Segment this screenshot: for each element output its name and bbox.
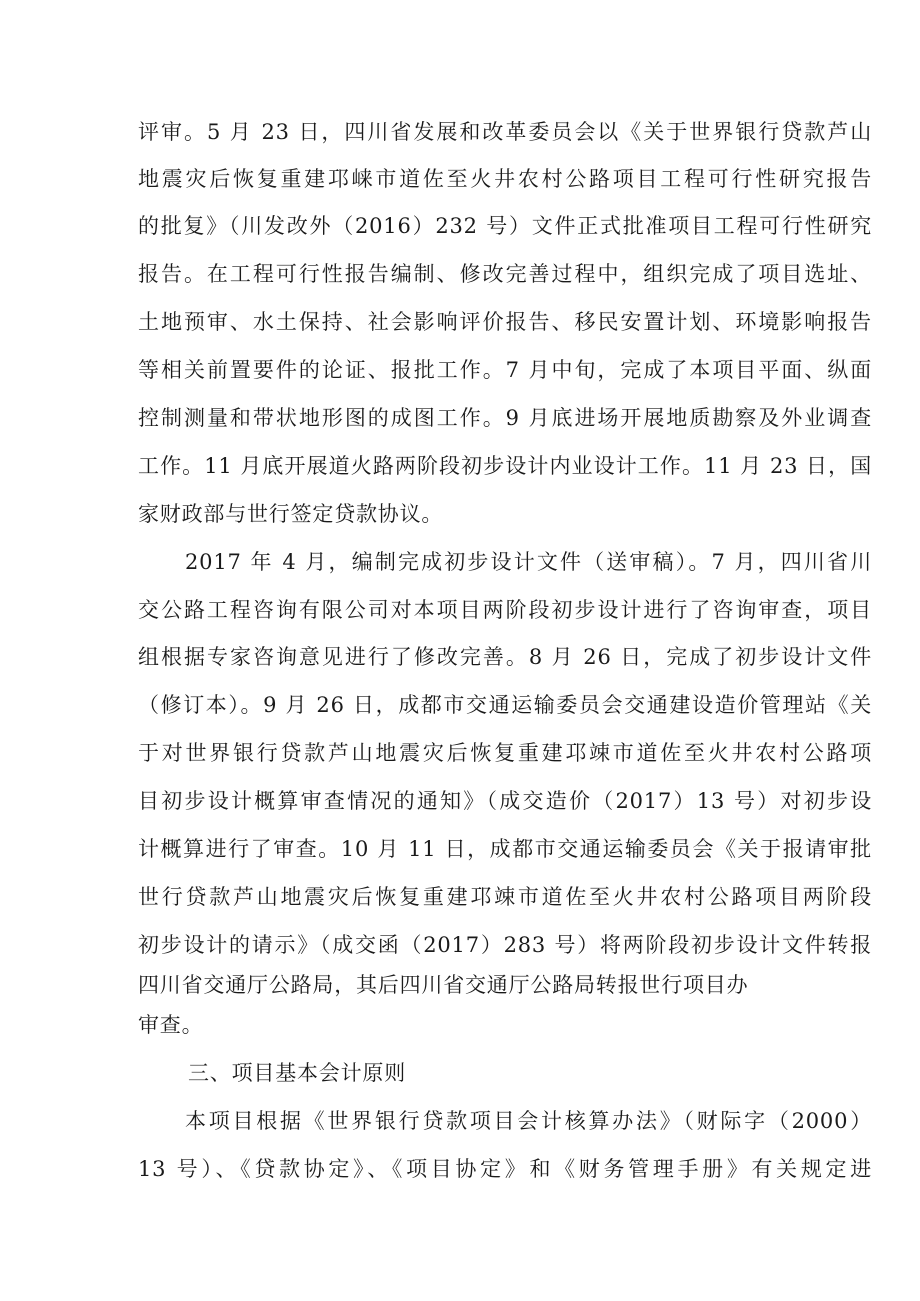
text-line: 家财政部与世行签定贷款协议。 (138, 502, 444, 526)
text-line: 地震灾后恢复重建邛崃市道佐至火井农村公路项目工程可行性研究报告 (138, 167, 872, 191)
text-line: 报告。在工程可行性报告编制、修改完善过程中，组织完成了项目选址、 (138, 262, 872, 286)
text-line: 等相关前置要件的论证、报批工作。7 月中旬，完成了本项目平面、纵面 (138, 358, 872, 382)
text-line: 土地预审、水土保持、社会影响评价报告、移民安置计划、环境影响报告 (138, 310, 872, 334)
text-line: 世行贷款芦山地震灾后恢复重建邛竦市道佐至火井农村公路项目两阶段 (138, 885, 872, 909)
paragraph-start-line: 本项目根据《世界银行贷款项目会计核算办法》（财际字（2000） (185, 1109, 872, 1133)
paragraph-start-line: 2017 年 4 月，编制完成初步设计文件（送审稿）。7 月，四川省川 (185, 550, 872, 574)
text-line: 四川省交通厅公路局，其后四川省交通厅公路局转报世行项目办 (138, 973, 749, 997)
text-line: 控制测量和带状地形图的成图工作。9 月底进场开展地质勘察及外业调查 (138, 406, 872, 430)
text-line: 的批复》（川发改外（2016）232 号）文件正式批准项目工程可行性研究 (138, 214, 872, 238)
text-line: 于对世界银行贷款芦山地震灾后恢复重建邛竦市道佐至火井农村公路项 (138, 741, 872, 765)
section-heading: 三、项目基本会计原则 (188, 1061, 406, 1085)
text-line: 组根据专家咨询意见进行了修改完善。8 月 26 日，完成了初步设计文件 (138, 645, 872, 669)
text-line: 工作。11 月底开展道火路两阶段初步设计内业设计工作。11 月 23 日，国 (138, 454, 872, 478)
text-line: （修订本）。9 月 26 日，成都市交通运输委员会交通建设造价管理站《关 (138, 693, 872, 717)
text-line: 评审。5 月 23 日，四川省发展和改革委员会以《关于世界银行贷款芦山 (138, 120, 872, 144)
text-line: 13 号）、《贷款协定》、《项目协定》和《财务管理手册》有关规定进 (138, 1157, 872, 1181)
text-line: 目初步设计概算审查情况的通知》（成交造价（2017）13 号）对初步设 (138, 789, 872, 813)
text-line: 交公路工程咨询有限公司对本项目两阶段初步设计进行了咨询审查，项目 (138, 598, 872, 622)
text-line: 初步设计的请示》（成交函（2017）283 号）将两阶段初步设计文件转报 (138, 933, 872, 957)
text-line: 计概算进行了审查。10 月 11 日，成都市交通运输委员会《关于报请审批 (138, 837, 872, 861)
text-line: 审查。 (138, 1013, 204, 1037)
